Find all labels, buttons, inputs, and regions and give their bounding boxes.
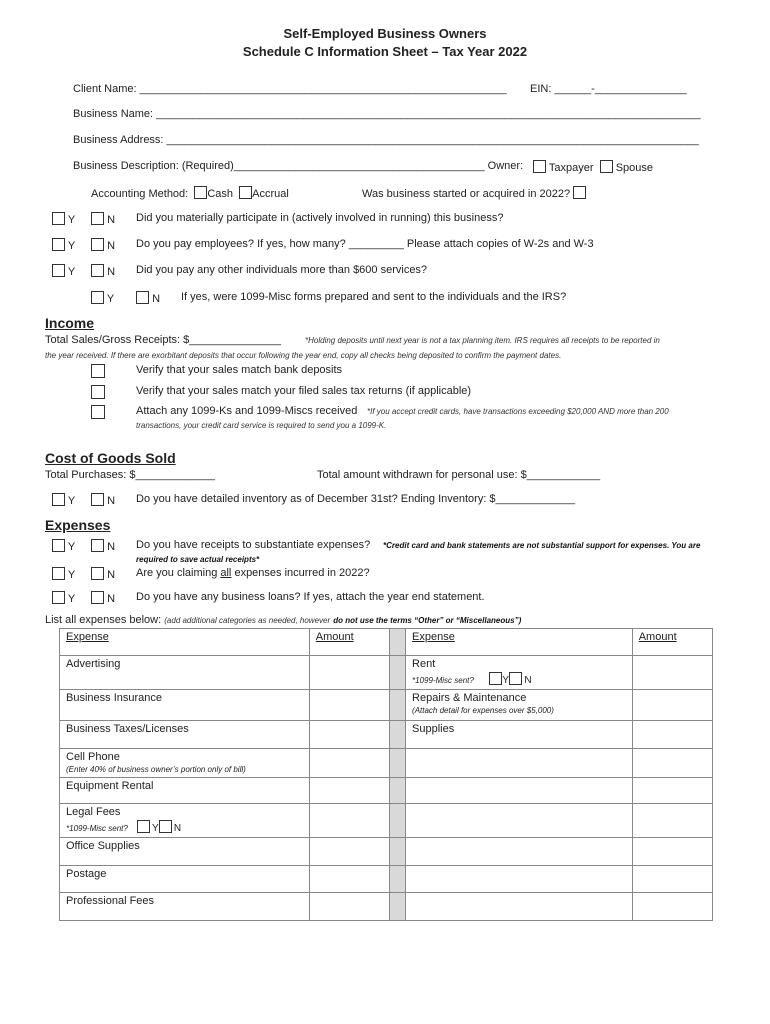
expense-cell [60, 804, 310, 838]
spouse-checkbox[interactable] [600, 160, 613, 173]
q3-no-checkbox[interactable] [91, 264, 104, 277]
expense-label: Supplies [412, 723, 455, 735]
q3-yes-checkbox[interactable] [52, 264, 65, 277]
column-separator [389, 690, 405, 721]
expense-label: Advertising [66, 658, 121, 670]
q4-no [136, 291, 160, 305]
e3-no-checkbox[interactable] [91, 591, 104, 604]
yes-label: Y [67, 569, 76, 581]
accrual-checkbox[interactable] [239, 186, 252, 199]
expense-cell[interactable] [406, 866, 633, 893]
col-header-expense-right [406, 629, 633, 656]
amount-cell[interactable] [632, 656, 712, 690]
inventory-no-checkbox[interactable] [91, 493, 104, 506]
taxpayer-label: Taxpayer [548, 162, 594, 174]
e3-yes-checkbox[interactable] [52, 591, 65, 604]
e1-note-line1: *Credit card and bank statements are not substantial support for expenses. You are [383, 541, 701, 550]
income-note-line1: *Holding deposits until next year is not a tax planning item. IRS requires all receipts to be reported in [305, 336, 660, 345]
amount-cell[interactable] [309, 778, 389, 804]
cash-checkbox[interactable] [194, 186, 207, 199]
attach-1099-checkbox[interactable] [91, 405, 105, 419]
column-separator [389, 656, 405, 690]
personal-withdrawal-field[interactable]: Total amount withdrawn for personal use: $____________ [317, 469, 601, 481]
yes-label: Y [67, 593, 76, 605]
inventory-yes [52, 493, 75, 507]
expense-cell [60, 778, 310, 804]
no-label: N [107, 214, 116, 226]
e2-text-pre: Are you claiming [136, 567, 221, 579]
expense-label: Postage [66, 868, 107, 880]
yes-label: Y [67, 240, 76, 252]
spouse-label: Spouse [615, 162, 653, 174]
legal-1099-row [66, 820, 303, 834]
verify-bank-checkbox[interactable] [91, 364, 105, 378]
header-expense-label: Expense [66, 631, 109, 643]
table-row [60, 656, 713, 690]
no-label: N [524, 675, 532, 686]
form-subtitle: Schedule C Information Sheet – Tax Year 2022 [242, 44, 528, 59]
column-separator [389, 749, 405, 778]
amount-cell[interactable] [309, 656, 389, 690]
verify-sales-tax-label: Verify that your sales match your filed sales tax returns (if applicable) [136, 385, 472, 397]
amount-cell[interactable] [309, 690, 389, 721]
accrual-label: Accrual [252, 188, 289, 200]
cogs-heading: Cost of Goods Sold [45, 450, 176, 466]
expense-label: Cell Phone [66, 751, 120, 763]
q1-no-checkbox[interactable] [91, 212, 104, 225]
col-header-amount-right [632, 629, 712, 656]
expense-cell [60, 656, 310, 690]
business-description-field[interactable]: Business Description: (Required)_________________________________________ Owner: [73, 160, 524, 172]
q3-no [91, 264, 115, 278]
list-note-bold: do not use the terms “Other” or “Miscellaneous”) [333, 616, 522, 625]
cash-label: Cash [207, 188, 234, 200]
rent-1099-no-checkbox[interactable] [509, 672, 522, 685]
verify-bank-checkbox-row [91, 364, 105, 379]
column-separator [389, 804, 405, 838]
table-row [60, 778, 713, 804]
amount-cell[interactable] [632, 721, 712, 749]
business-name-field[interactable]: Business Name: _________________________________________________________________________________________ [73, 108, 701, 120]
expense-cell [60, 690, 310, 721]
amount-cell[interactable] [632, 893, 712, 921]
attach-1099-note-line2: transactions, your credit card service is required to send you a 1099-K. [136, 421, 387, 430]
expense-label: Business Insurance [66, 692, 162, 704]
yes-label: Y [67, 266, 76, 278]
expense-cell [406, 690, 633, 721]
expense-cell [60, 838, 310, 866]
form-title: Self-Employed Business Owners [283, 26, 487, 41]
verify-bank-label: Verify that your sales match bank deposits [136, 364, 343, 376]
gross-receipts-field[interactable]: Total Sales/Gross Receipts: $_______________ [45, 334, 282, 346]
column-separator [389, 866, 405, 893]
rent-1099-row [412, 672, 626, 686]
amount-cell[interactable] [309, 721, 389, 749]
amount-cell[interactable] [309, 804, 389, 838]
e2-no [91, 567, 115, 581]
q2-text: Do you pay employees? If yes, how many? _________ Please attach copies of W-2s and W-3 [136, 238, 594, 250]
no-label: N [152, 293, 161, 305]
q3-text: Did you pay any other individuals more than $600 services? [136, 264, 428, 276]
e3-yes [52, 591, 75, 605]
expense-cell [60, 893, 310, 921]
expense-label: Equipment Rental [66, 780, 154, 792]
ein-field[interactable]: EIN: ______-_______________ [530, 83, 687, 95]
expenses-heading: Expenses [45, 517, 111, 533]
q4-yes-checkbox[interactable] [91, 291, 104, 304]
client-name-field[interactable]: Client Name: ____________________________________________________________ [73, 83, 507, 95]
no-label: N [107, 266, 116, 278]
e2-text-all: all [220, 567, 232, 579]
amount-cell[interactable] [632, 778, 712, 804]
table-row [60, 838, 713, 866]
income-note-line2: the year received. If there are exorbitant deposits that occur following the year end, copy all checks being deposited to confirm the payment dates. [45, 351, 562, 360]
q1-yes-checkbox[interactable] [52, 212, 65, 225]
expense-sublabel: (Attach detail for expenses over $5,000) [412, 706, 554, 715]
yes-label: Y [106, 293, 115, 305]
expense-label: Rent [412, 658, 436, 670]
expense-label: Office Supplies [66, 840, 140, 852]
expense-label: Repairs & Maintenance [412, 692, 527, 704]
header-amount-label: Amount [315, 631, 354, 643]
e3-text: Do you have any business loans? If yes, attach the year end statement. [136, 591, 485, 603]
business-address-field[interactable]: Business Address: _______________________________________________________________________________________ [73, 134, 699, 146]
expense-label: Professional Fees [66, 895, 155, 907]
no-label: N [107, 569, 116, 581]
table-row [60, 804, 713, 838]
business-started-row [362, 186, 586, 200]
amount-cell[interactable] [632, 690, 712, 721]
column-separator [389, 838, 405, 866]
verify-sales-tax-checkbox[interactable] [91, 385, 105, 399]
e2-text [136, 567, 370, 579]
attach-1099-label: Attach any 1099-Ks and 1099-Miscs received [136, 405, 358, 417]
no-label: N [107, 541, 116, 553]
col-header-expense-left [60, 629, 310, 656]
col-header-amount-left [309, 629, 389, 656]
yes-label: Y [151, 823, 159, 834]
e1-text: Do you have receipts to substantiate expenses? [136, 539, 371, 551]
legal-1099-label: *1099-Misc sent? [66, 824, 128, 833]
e2-no-checkbox[interactable] [91, 567, 104, 580]
expense-cell [60, 749, 310, 778]
table-row [60, 749, 713, 778]
q2-yes-checkbox[interactable] [52, 238, 65, 251]
e1-yes [52, 539, 75, 553]
q1-text: Did you materially participate in (actively involved in running) this business? [136, 212, 504, 224]
amount-cell[interactable] [632, 838, 712, 866]
q4-no-checkbox[interactable] [136, 291, 149, 304]
expense-cell [60, 866, 310, 893]
q4-yes [91, 291, 114, 305]
header-amount-label: Amount [638, 631, 677, 643]
yes-label: Y [67, 214, 76, 226]
accounting-method-label: Accounting Method: [91, 188, 189, 200]
e1-no-checkbox[interactable] [91, 539, 104, 552]
expense-cell [406, 721, 633, 749]
q2-yes [52, 238, 75, 252]
no-label: N [173, 823, 182, 834]
list-note: (add additional categories as needed, however [164, 616, 331, 625]
expense-sublabel: (Enter 40% of business owner’s portion only of bill) [66, 765, 246, 774]
rent-1099-label: *1099-Misc sent? [412, 676, 474, 685]
column-separator [389, 721, 405, 749]
yes-label: Y [67, 541, 76, 553]
legal-1099-no-checkbox[interactable] [159, 820, 172, 833]
table-row [60, 721, 713, 749]
expense-table [59, 628, 713, 921]
table-row [60, 866, 713, 893]
no-label: N [107, 240, 116, 252]
legal-1099-yes-checkbox[interactable] [137, 820, 150, 833]
amount-cell[interactable] [309, 749, 389, 778]
inventory-no [91, 493, 115, 507]
column-separator [389, 778, 405, 804]
yes-label: Y [67, 495, 76, 507]
attach-1099-checkbox-row [91, 405, 105, 420]
owner-taxpayer-option [533, 160, 653, 174]
rent-1099-yes-checkbox[interactable] [489, 672, 502, 685]
amount-cell[interactable] [309, 838, 389, 866]
q3-yes [52, 264, 75, 278]
e2-text-post: expenses incurred in 2022? [231, 567, 370, 579]
income-heading: Income [45, 315, 95, 331]
q1-row [52, 212, 75, 226]
no-label: N [107, 495, 116, 507]
table-row [60, 893, 713, 921]
attach-1099-note-line1: *If you accept credit cards, have transactions exceeding $20,000 AND more than 200 [367, 407, 669, 416]
amount-cell[interactable] [632, 866, 712, 893]
expense-cell[interactable] [406, 778, 633, 804]
amount-cell[interactable] [632, 749, 712, 778]
expense-cell[interactable] [406, 804, 633, 838]
q2-no [91, 238, 115, 252]
total-purchases-field[interactable]: Total Purchases: $_____________ [45, 469, 216, 481]
q4-text: If yes, were 1099-Misc forms prepared and sent to the individuals and the IRS? [181, 291, 567, 303]
table-row [60, 690, 713, 721]
business-started-label: Was business started or acquired in 2022? [362, 188, 571, 200]
expense-cell[interactable] [406, 893, 633, 921]
verify-sales-tax-checkbox-row [91, 385, 105, 400]
header-expense-label: Expense [412, 631, 455, 643]
expense-label: Business Taxes/Licenses [66, 723, 189, 735]
column-separator [389, 893, 405, 921]
inventory-yes-checkbox[interactable] [52, 493, 65, 506]
e2-yes [52, 567, 75, 581]
amount-cell[interactable] [309, 893, 389, 921]
expense-cell[interactable] [406, 838, 633, 866]
amount-cell[interactable] [309, 866, 389, 893]
amount-cell[interactable] [632, 804, 712, 838]
no-label: N [107, 593, 116, 605]
q2-no-checkbox[interactable] [91, 238, 104, 251]
expense-cell [60, 721, 310, 749]
e1-yes-checkbox[interactable] [52, 539, 65, 552]
column-separator [389, 629, 405, 656]
q1-no [91, 212, 115, 226]
taxpayer-checkbox[interactable] [533, 160, 546, 173]
yes-label: Y [502, 675, 510, 686]
table-header-row [60, 629, 713, 656]
e1-no [91, 539, 115, 553]
accounting-method-row [91, 186, 289, 200]
expense-cell[interactable] [406, 749, 633, 778]
expense-cell [406, 656, 633, 690]
inventory-question: Do you have detailed inventory as of December 31st? Ending Inventory: $_____________ [136, 493, 576, 505]
expense-label: Legal Fees [66, 806, 121, 818]
business-started-checkbox[interactable] [573, 186, 586, 199]
e3-no [91, 591, 115, 605]
list-label: List all expenses below: [45, 614, 162, 626]
e1-note-line2: required to save actual receipts* [136, 555, 260, 564]
e2-yes-checkbox[interactable] [52, 567, 65, 580]
expense-list-instructions [45, 614, 521, 626]
